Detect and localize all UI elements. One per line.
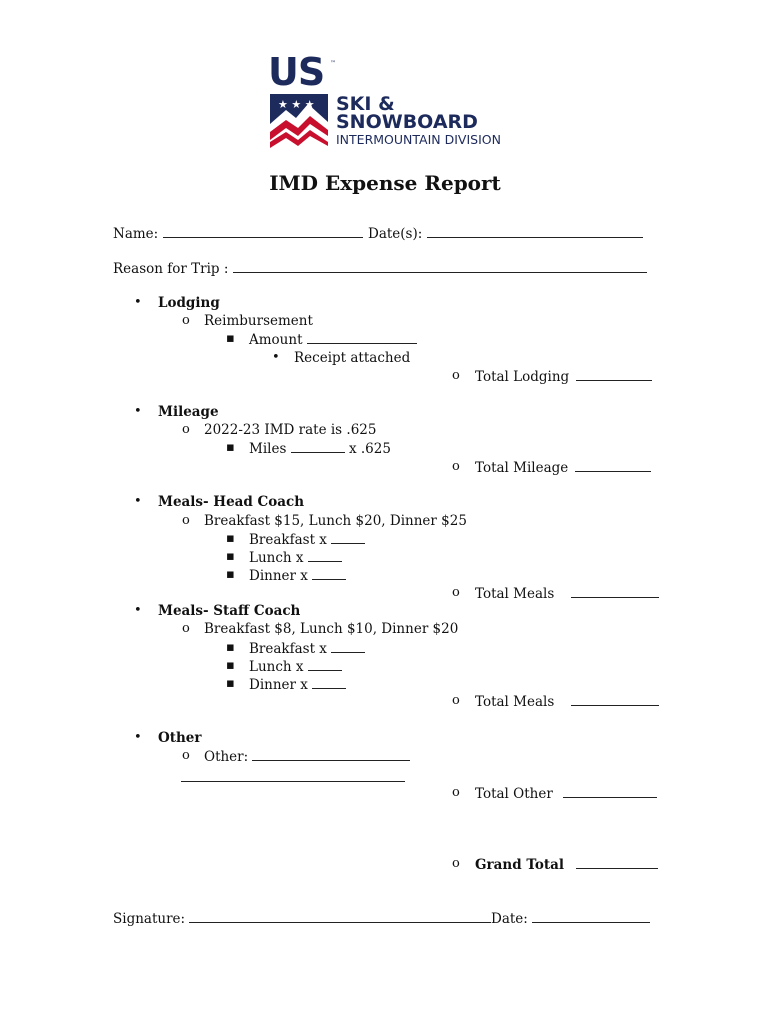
bullet-meals-head-rates: o (182, 513, 190, 528)
head-dinner-row (249, 567, 346, 584)
bullet-mileage: • (134, 404, 142, 419)
total-meals-head-field[interactable] (571, 585, 659, 598)
reason-label: Reason for Trip : (113, 261, 229, 277)
bullet-other-sub: o (182, 748, 190, 763)
head-breakfast-field[interactable] (331, 531, 365, 544)
staff-dinner-field[interactable] (312, 676, 346, 689)
footer-date-label: Date: (491, 911, 528, 927)
total-lodging-label: Total Lodging (475, 369, 570, 385)
bullet-staff-dinner: ▪ (226, 676, 235, 691)
logo (268, 50, 508, 152)
mileage-heading: Mileage (158, 404, 219, 420)
bullet-total-meals-head: o (452, 585, 460, 600)
name-label: Name: (113, 226, 159, 242)
head-breakfast-row (249, 531, 365, 548)
head-lunch-label: Lunch x (249, 550, 304, 566)
other-label: Other: (204, 749, 249, 765)
total-other-row (475, 785, 657, 802)
other-heading: Other (158, 730, 202, 746)
svg-text:★ ★ ★: ★ ★ ★ (278, 98, 315, 111)
logo-line3: INTERMOUNTAIN DIVISION (336, 132, 501, 147)
bullet-total-other: o (452, 785, 460, 800)
head-dinner-field[interactable] (312, 567, 346, 580)
lodging-receipt: Receipt attached (294, 350, 411, 366)
total-mileage-label: Total Mileage (475, 460, 569, 476)
total-lodging-row (475, 368, 652, 385)
bullet-receipt: • (272, 350, 280, 365)
total-other-field[interactable] (563, 785, 657, 798)
other-field-line2[interactable] (181, 769, 405, 782)
bullet-total-mileage: o (452, 459, 460, 474)
dates-label: Date(s): (368, 226, 423, 242)
total-meals-head-label: Total Meals (475, 586, 555, 602)
total-lodging-field[interactable] (576, 368, 652, 381)
bullet-grand-total: o (452, 856, 460, 871)
staff-lunch-label: Lunch x (249, 659, 304, 675)
miles-row (249, 440, 391, 457)
logo-line1: SKI & (336, 93, 395, 115)
grand-total-field[interactable] (576, 856, 658, 869)
bullet-miles: ▪ (226, 440, 235, 455)
dates-field[interactable] (427, 225, 643, 238)
mileage-rate: 2022-23 IMD rate is .625 (204, 422, 377, 438)
bullet-staff-lunch: ▪ (226, 658, 235, 673)
name-row (113, 225, 363, 242)
signature-label: Signature: (113, 911, 186, 927)
staff-lunch-row (249, 658, 342, 675)
meals-staff-rates: Breakfast $8, Lunch $10, Dinner $20 (204, 621, 459, 637)
other-row (204, 748, 410, 765)
dates-row (368, 225, 643, 242)
meals-staff-heading: Meals- Staff Coach (158, 603, 301, 619)
total-meals-staff-label: Total Meals (475, 694, 555, 710)
bullet-mileage-rate: o (182, 422, 190, 437)
bullet-head-dinner: ▪ (226, 567, 235, 582)
lodging-amount-row (249, 331, 417, 348)
staff-breakfast-row (249, 640, 365, 657)
staff-breakfast-label: Breakfast x (249, 641, 327, 657)
miles-label: Miles (249, 441, 287, 457)
lodging-reimbursement: Reimbursement (204, 313, 313, 329)
head-lunch-row (249, 549, 342, 566)
staff-breakfast-field[interactable] (331, 640, 365, 653)
logo-us: US (268, 50, 325, 94)
staff-dinner-row (249, 676, 346, 693)
reason-row (113, 260, 647, 277)
footer-date-row (491, 910, 650, 927)
grand-total-label: Grand Total (475, 857, 564, 873)
bullet-staff-breakfast: ▪ (226, 640, 235, 655)
other-field[interactable] (252, 748, 410, 761)
total-mileage-field[interactable] (575, 459, 651, 472)
miles-multiplier: x .625 (348, 441, 391, 457)
bullet-meals-staff-rates: o (182, 621, 190, 636)
bullet-lodging-sub: o (182, 313, 190, 328)
bullet-lodging-amount: ▪ (226, 331, 235, 346)
head-lunch-field[interactable] (308, 549, 342, 562)
signature-row (113, 910, 491, 927)
bullet-meals-staff: • (134, 603, 142, 618)
total-meals-staff-row (475, 693, 659, 710)
total-other-label: Total Other (475, 786, 553, 802)
lodging-amount-field[interactable] (307, 331, 417, 344)
total-meals-staff-field[interactable] (571, 693, 659, 706)
bullet-head-lunch: ▪ (226, 549, 235, 564)
reason-field[interactable] (233, 260, 647, 273)
meals-head-heading: Meals- Head Coach (158, 494, 305, 510)
head-breakfast-label: Breakfast x (249, 532, 327, 548)
bullet-meals-head: • (134, 494, 142, 509)
staff-dinner-label: Dinner x (249, 677, 308, 693)
bullet-head-breakfast: ▪ (226, 531, 235, 546)
bullet-total-lodging: o (452, 368, 460, 383)
footer-date-field[interactable] (532, 910, 650, 923)
total-meals-head-row (475, 585, 659, 602)
total-mileage-row (475, 459, 651, 476)
logo-tm: ™ (330, 60, 336, 67)
bullet-other: • (134, 730, 142, 745)
miles-field[interactable] (291, 440, 345, 453)
head-dinner-label: Dinner x (249, 568, 308, 584)
bullet-lodging: • (134, 295, 142, 310)
bullet-total-meals-staff: o (452, 693, 460, 708)
staff-lunch-field[interactable] (308, 658, 342, 671)
logo-line2: SNOWBOARD (336, 111, 478, 133)
grand-total-row (475, 856, 658, 873)
lodging-heading: Lodging (158, 295, 220, 311)
signature-field[interactable] (189, 910, 491, 923)
name-field[interactable] (163, 225, 363, 238)
lodging-amount-label: Amount (249, 332, 303, 348)
meals-head-rates: Breakfast $15, Lunch $20, Dinner $25 (204, 513, 467, 529)
page-title: IMD Expense Report (269, 171, 501, 195)
